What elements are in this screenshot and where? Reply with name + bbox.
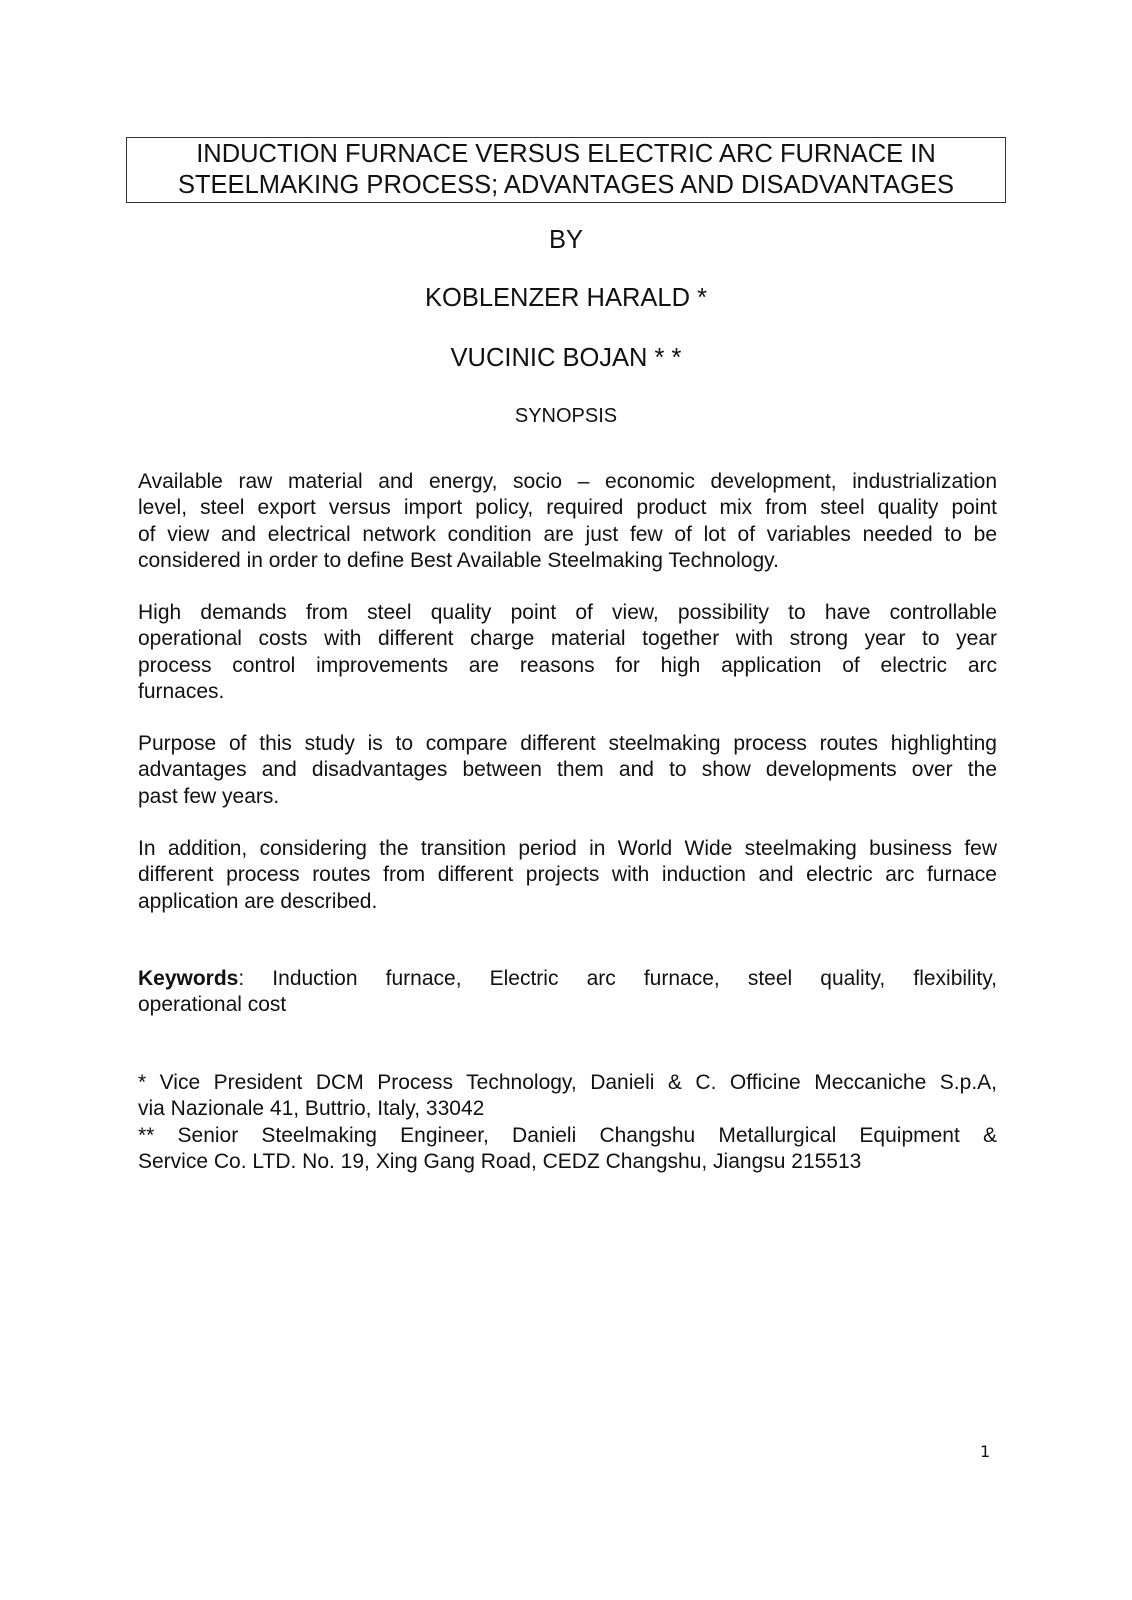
title-box [126, 137, 1006, 203]
paragraph-line: application are described. [138, 889, 378, 913]
paragraph-line: process control improvements are reasons for high application of electric arc [138, 653, 997, 677]
footnote-line: ** Senior Steelmaking Engineer, Danieli Changshu Metallurgical Equipment & [138, 1123, 997, 1147]
paragraph-line: level, steel export versus import policy, required product mix from steel quality point [138, 496, 997, 520]
footnote-line: Service Co. LTD. No. 19, Xing Gang Road, CEDZ Changshu, Jiangsu 215513 [138, 1149, 862, 1173]
paragraph-line: operational costs with different charge material together with strong year to year [138, 627, 997, 651]
paragraph-line: of view and electrical network condition are just few of lot of variables needed to be [138, 522, 997, 546]
keywords-text: : Induction furnace, Electric arc furnace, steel quality, flexibility, [238, 967, 997, 990]
by-label: BY [548, 226, 584, 254]
keywords [138, 966, 997, 1019]
keywords-line-2: operational cost [138, 993, 287, 1017]
paragraph-line: High demands from steel quality point of view, possibility to have controllable [138, 601, 997, 624]
author-1: KOBLENZER HARALD * [425, 284, 707, 312]
paragraph-line: considered in order to define Best Available Steelmaking Technology. [138, 548, 779, 572]
paragraph-line: furnaces. [138, 679, 225, 703]
title-line-2: STEELMAKING PROCESS; ADVANTAGES AND DISADVANTAGES [177, 171, 955, 199]
paragraph-3 [138, 731, 997, 810]
keywords-label: Keywords [138, 967, 239, 990]
paragraph-2 [138, 600, 997, 705]
paragraph-line: advantages and disadvantages between them and to show developments over the [138, 758, 997, 782]
paragraph-1 [138, 469, 997, 574]
paragraph-line: Available raw material and energy, socio – economic development, industrialization [138, 470, 997, 493]
author-2: VUCINIC BOJAN * * [450, 344, 682, 372]
section-heading-synopsis: SYNOPSIS [514, 405, 618, 427]
footnotes [138, 1070, 997, 1175]
paragraph-line: past few years. [138, 784, 280, 808]
title-line-1: INDUCTION FURNACE VERSUS ELECTRIC ARC FURNACE IN [196, 140, 936, 168]
paragraph-line: Purpose of this study is to compare different steelmaking process routes highlighting [138, 732, 997, 755]
paragraph-line: different process routes from different projects with induction and electric arc furnace [138, 863, 997, 887]
keywords-line-1 [138, 966, 997, 992]
footnote-line: via Nazionale 41, Buttrio, Italy, 33042 [138, 1097, 485, 1121]
page-number: 1 [980, 1442, 991, 1461]
paragraph-4 [138, 836, 997, 915]
paragraph-line: In addition, considering the transition period in World Wide steelmaking business few [138, 837, 997, 860]
footnote-line: * Vice President DCM Process Technology, Danieli & C. Officine Meccaniche S.p.A, [138, 1071, 997, 1094]
